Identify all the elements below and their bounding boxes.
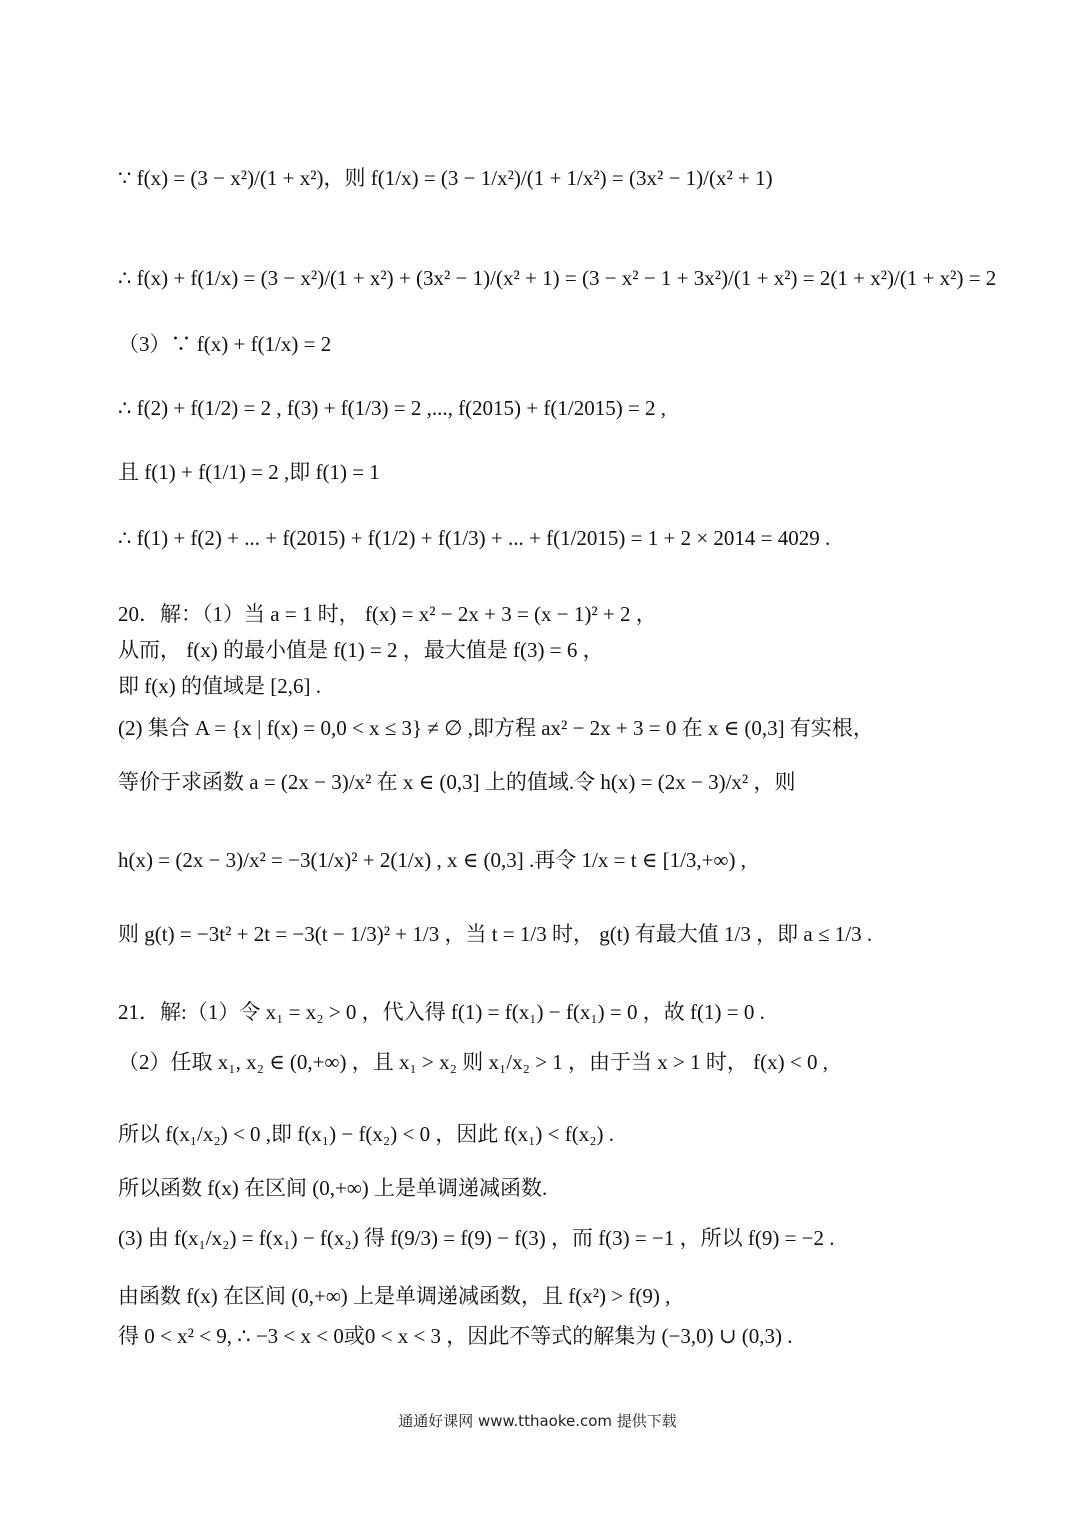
text-line: （2）任取 x₁, x₂ ∈ (0,+∞) ，且 x₁ > x₂ 则 x₁/x₂ > 1 ，由于当 x > 1 时， f(x) < 0 , bbox=[118, 1050, 828, 1074]
text-line: 由函数 f(x) 在区间 (0,+∞) 上是单调递减函数，且 f(x²) > f(9) , bbox=[118, 1284, 671, 1308]
text-line: (3) 由 f(x₁/x₂) = f(x₁) − f(x₂) 得 f(9/3) = f(9) − f(3) ，而 f(3) = −1 ，所以 f(9) = −2 . bbox=[118, 1226, 835, 1250]
text-line: 所以 f(x₁/x₂) < 0 ,即 f(x₁) − f(x₂) < 0 ，因此 f(x₁) < f(x₂) . bbox=[118, 1122, 615, 1146]
text-line: 从而， f(x) 的最小值是 f(1) = 2 ，最大值是 f(3) = 6 ， bbox=[118, 638, 604, 662]
text-line: ∴ f(2) + f(1/2) = 2 , f(3) + f(1/3) = 2 ,..., f(2015) + f(1/2015) = 2 , bbox=[118, 396, 667, 420]
text-line: 得 0 < x² < 9, ∴ −3 < x < 0或0 < x < 3 ，因此不等式的解集为 (−3,0) ∪ (0,3) . bbox=[118, 1324, 793, 1348]
text-line: 则 g(t) = −3t² + 2t = −3(t − 1/3)² + 1/3 ，当 t = 1/3 时， g(t) 有最大值 1/3 ，即 a ≤ 1/3 . bbox=[118, 922, 873, 946]
text-line: h(x) = (2x − 3)/x² = −3(1/x)² + 2(1/x) , x ∈ (0,3] .再令 1/x = t ∈ [1/3,+∞) , bbox=[118, 848, 746, 872]
text-line: ∵ f(x) = (3 − x²)/(1 + x²)，则 f(1/x) = (3 − 1/x²)/(1 + 1/x²) = (3x² − 1)/(x² + 1) bbox=[118, 166, 773, 190]
text-line: ∴ f(1) + f(2) + ... + f(2015) + f(1/2) + f(1/3) + ... + f(1/2015) = 1 + 2 × 2014 = 4029 . bbox=[118, 526, 831, 550]
text-line: (2) 集合 A = {x | f(x) = 0,0 < x ≤ 3} ≠ ∅ ,即方程 ax² − 2x + 3 = 0 在 x ∈ (0,3] 有实根， bbox=[118, 716, 874, 740]
page-footer: 通通好课网 www.tthaoke.com 提供下载 bbox=[398, 1412, 677, 1430]
text-line: 21．解:（1）令 x₁ = x₂ > 0 ，代入得 f(1) = f(x₁) − f(x₁) = 0 ，故 f(1) = 0 . bbox=[118, 1000, 765, 1024]
text-line: 即 f(x) 的值域是 [2,6] . bbox=[118, 674, 321, 698]
text-line: 等价于求函数 a = (2x − 3)/x² 在 x ∈ (0,3] 上的值域.令 h(x) = (2x − 3)/x² ，则 bbox=[118, 770, 796, 794]
text-line: 所以函数 f(x) 在区间 (0,+∞) 上是单调递减函数. bbox=[118, 1176, 548, 1200]
text-line: （3）∵ f(x) + f(1/x) = 2 bbox=[118, 332, 332, 356]
text-line: 且 f(1) + f(1/1) = 2 ,即 f(1) = 1 bbox=[118, 460, 380, 484]
text-line: ∴ f(x) + f(1/x) = (3 − x²)/(1 + x²) + (3x² − 1)/(x² + 1) = (3 − x² − 1 + 3x²)/(1 + x²) = 2(1 + x²)/(1 + x²) = 2 bbox=[118, 266, 997, 290]
text-line: 20．解：（1）当 a = 1 时， f(x) = x² − 2x + 3 = (x − 1)² + 2 ， bbox=[118, 602, 657, 626]
